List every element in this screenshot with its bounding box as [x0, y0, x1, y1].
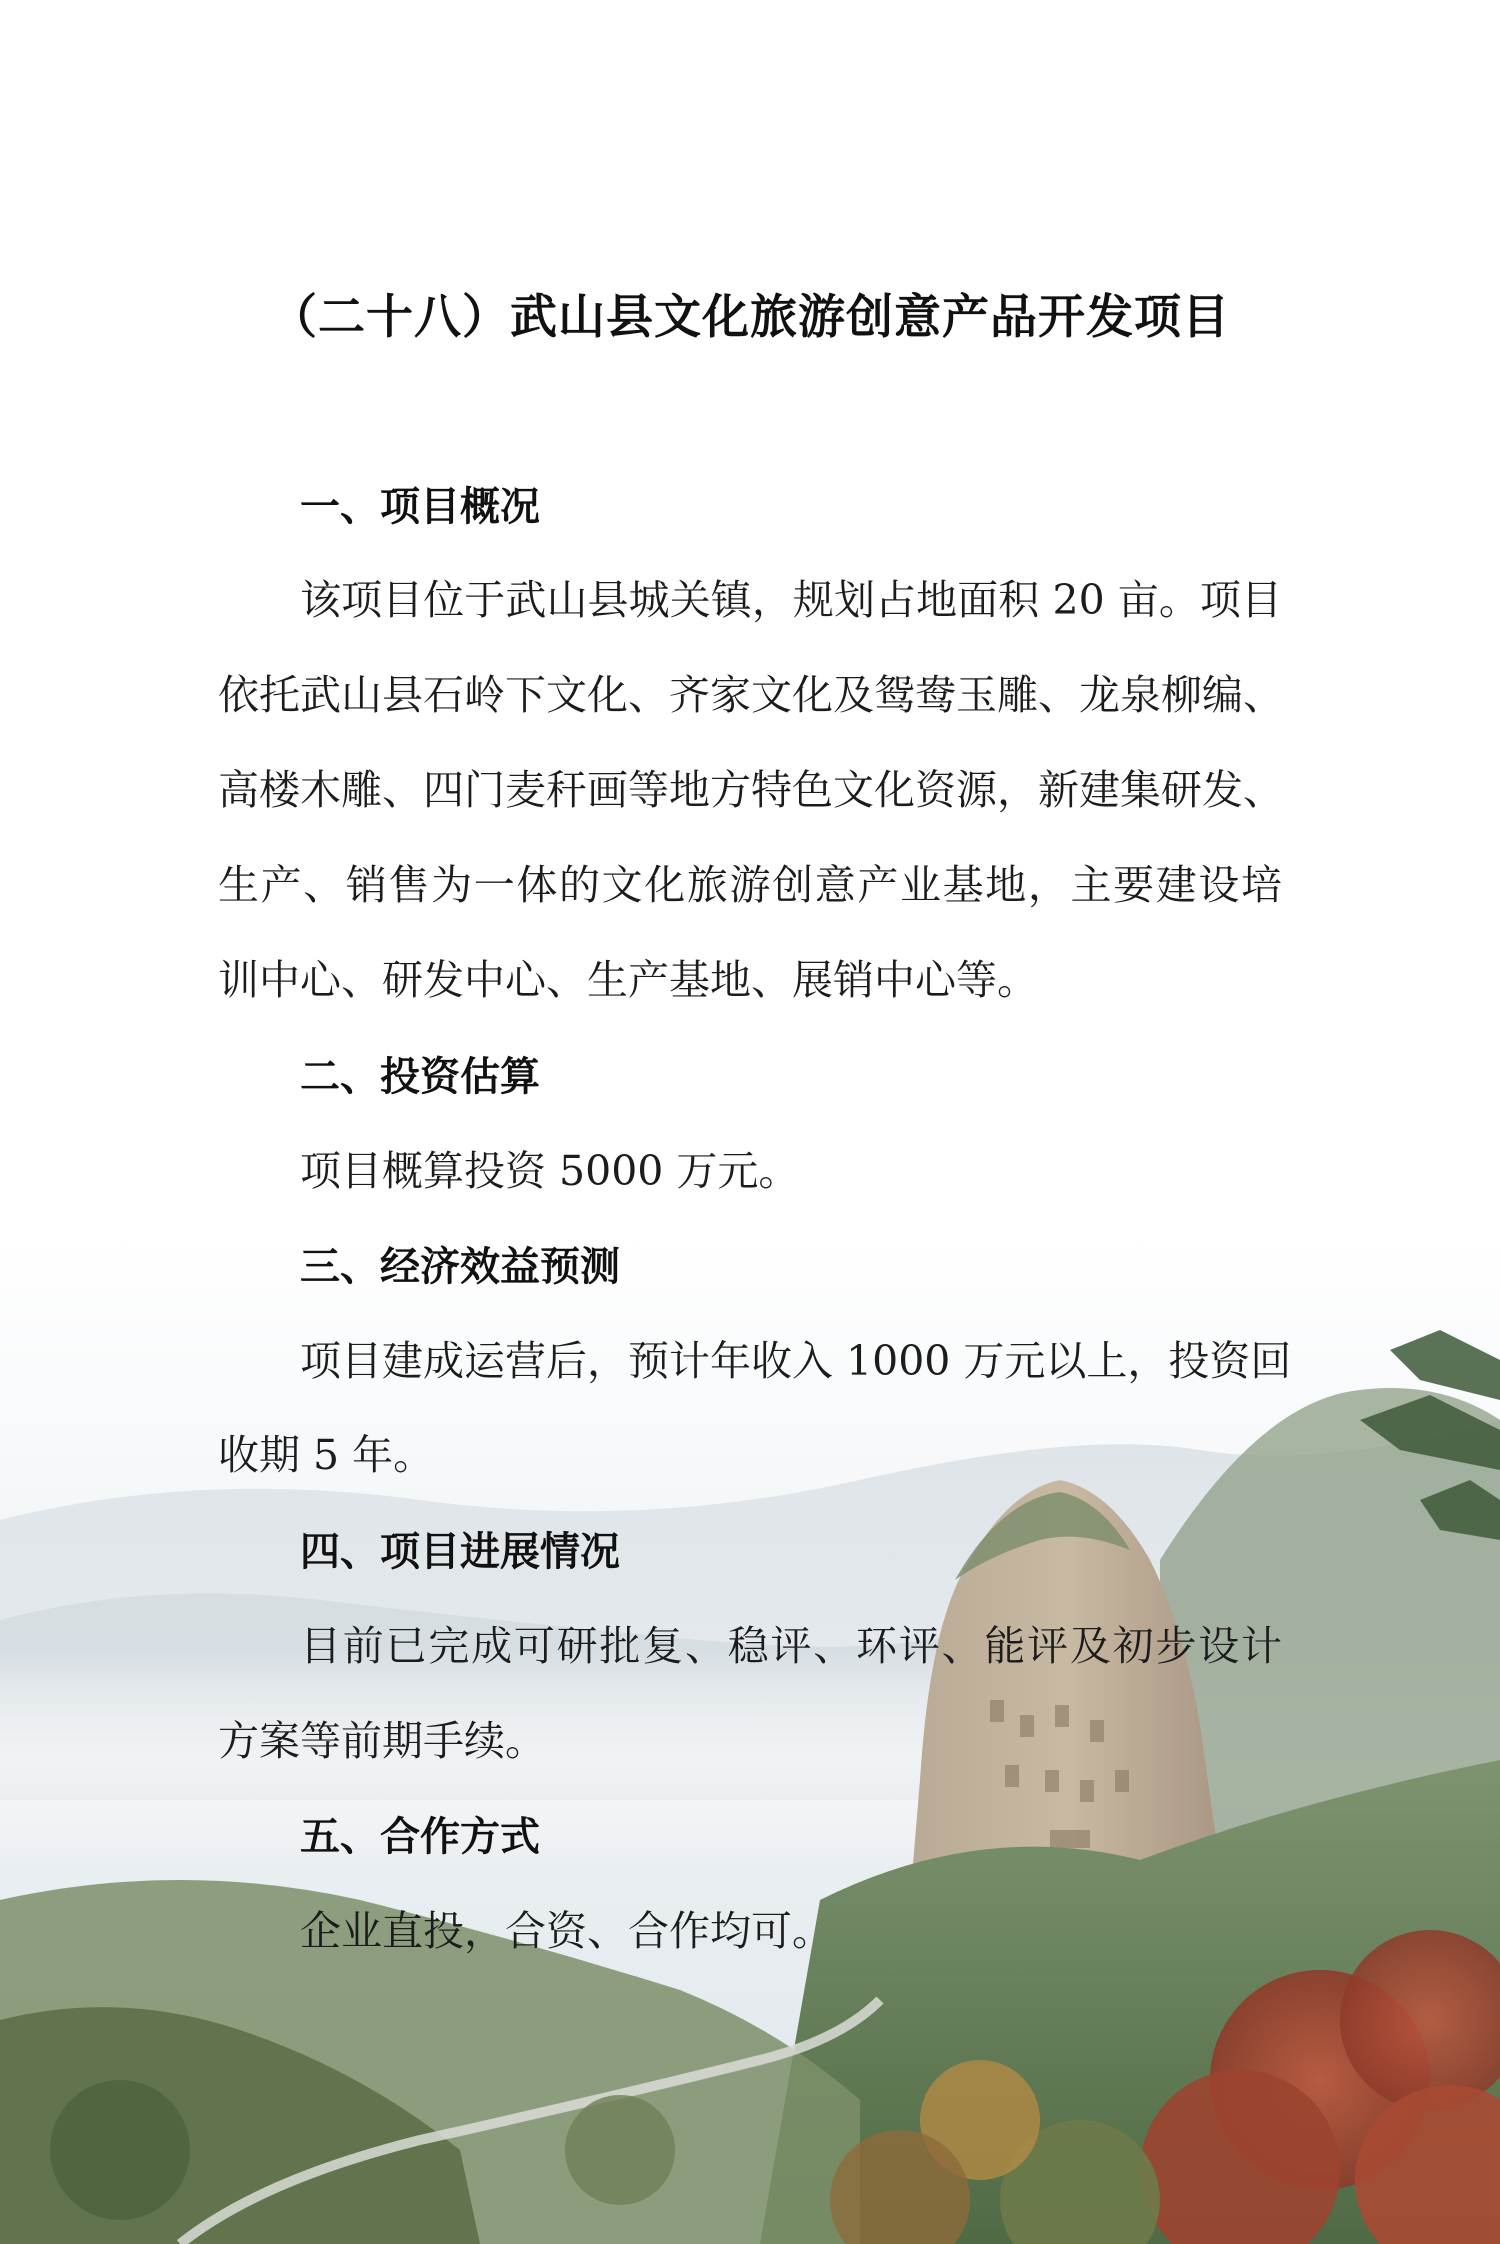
section-heading-investment: 二、投资估算: [300, 1054, 540, 1100]
document-title: （二十八）武山县文化旅游创意产品开发项目: [270, 290, 1230, 345]
paragraph-line: 项目概算投资 5000 万元。: [300, 1147, 800, 1195]
section-heading-progress: 四、项目进展情况: [300, 1529, 620, 1575]
section-heading-cooperation: 五、合作方式: [300, 1814, 540, 1860]
paragraph-line: 高楼木雕、四门麦秆画等地方特色文化资源，新建集研发、: [218, 766, 1284, 814]
section-heading-overview: 一、项目概况: [300, 484, 540, 530]
section-heading-economic-benefit: 三、经济效益预测: [300, 1244, 620, 1290]
paragraph-line: 目前已完成可研批复、稳评、环评、能评及初步设计: [300, 1622, 1282, 1670]
paragraph-line: 该项目位于武山县城关镇，规划占地面积 20 亩。项目: [300, 576, 1282, 624]
paragraph-line: 依托武山县石岭下文化、齐家文化及鸳鸯玉雕、龙泉柳编、: [218, 671, 1284, 719]
paragraph-line: 生产、销售为一体的文化旅游创意产业基地，主要建设培: [218, 861, 1282, 909]
paragraph-line: 训中心、研发中心、生产基地、展销中心等。: [218, 956, 1038, 1004]
paragraph-line: 方案等前期手续。: [218, 1717, 546, 1765]
paragraph-line: 项目建成运营后，预计年收入 1000 万元以上，投资回: [300, 1337, 1292, 1385]
paragraph-line: 企业直投，合资、合作均可。: [300, 1907, 833, 1955]
paragraph-line: 收期 5 年。: [218, 1431, 435, 1479]
